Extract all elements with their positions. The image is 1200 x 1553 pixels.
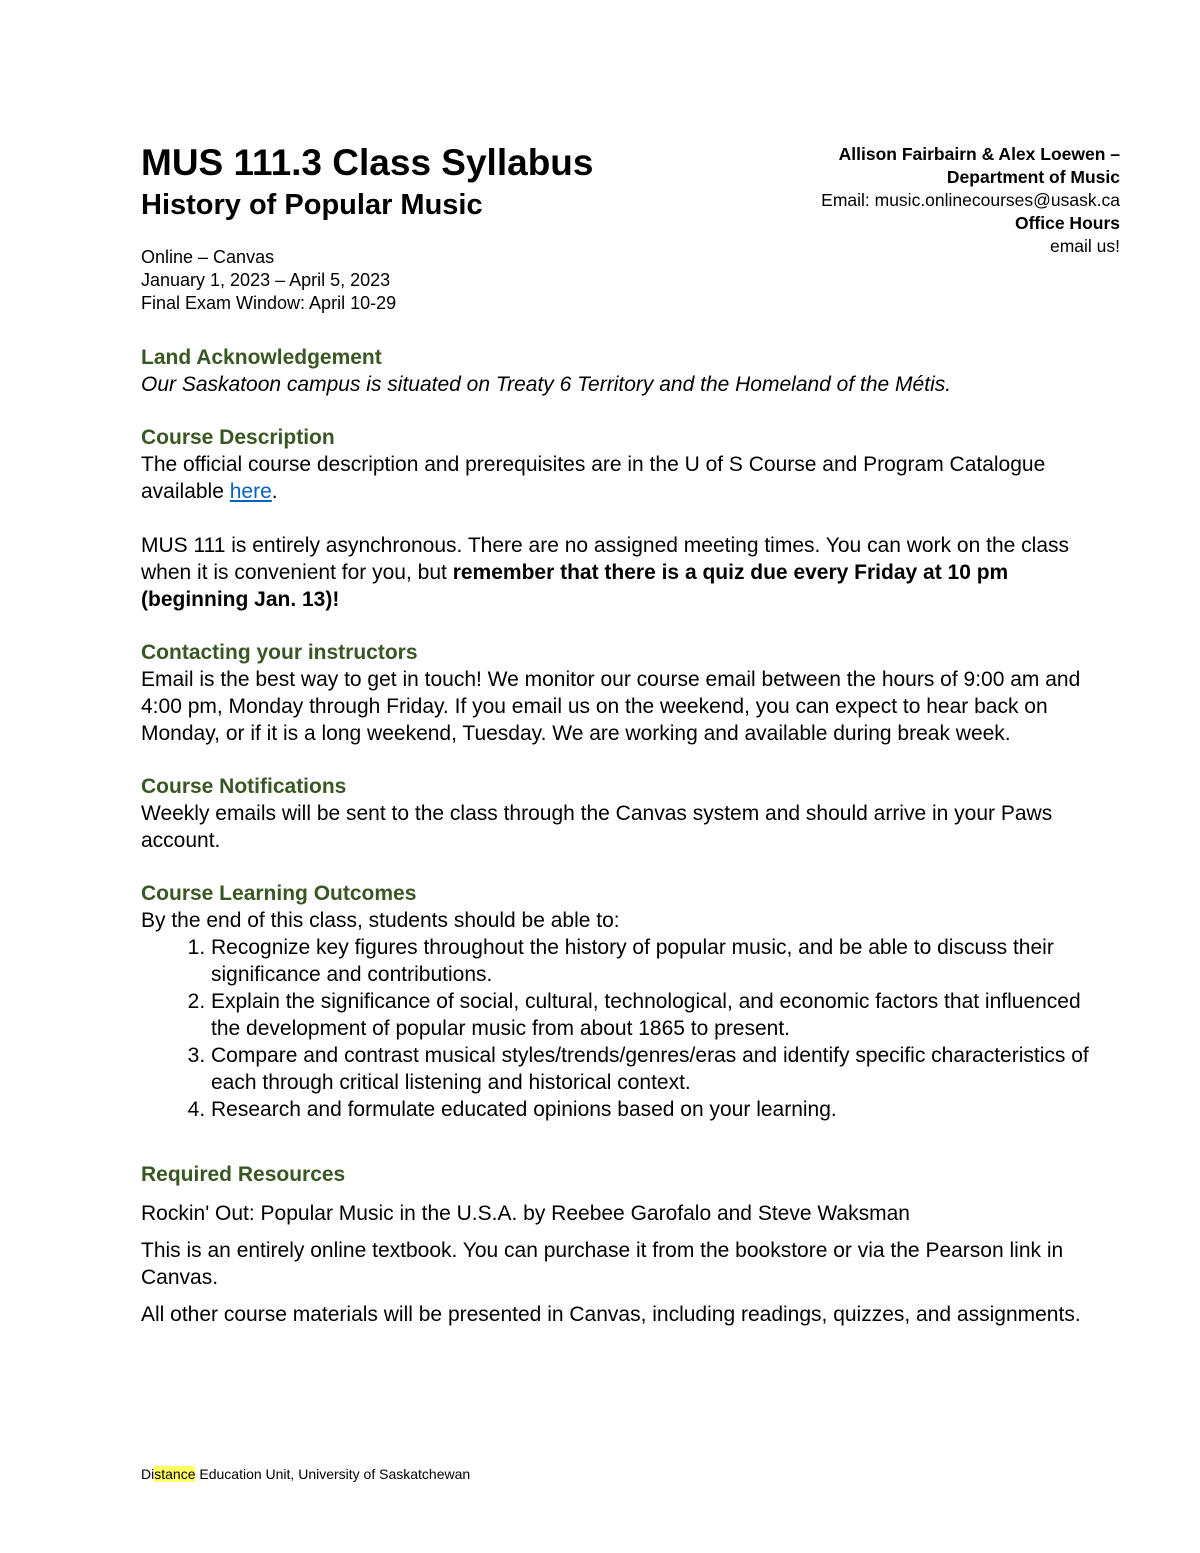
department-name: Department of Music [946, 167, 1120, 187]
description-text-post: . [271, 480, 278, 503]
outcomes-intro: By the end of this class, students should be able to: [141, 909, 620, 932]
office-hours-label: Office Hours [1014, 213, 1120, 233]
outcomes-heading: Course Learning Outcomes [141, 882, 417, 905]
notifications-section [141, 773, 1101, 854]
notifications-text: Weekly emails will be sent to the class through the Canvas system and should arrive in your Paws account. [141, 802, 1053, 852]
footer-highlight: stance [154, 1466, 196, 1482]
page-title: MUS 111.3 Class Syllabus [141, 142, 594, 183]
course-meta [141, 246, 396, 315]
footer-text-end: ducation Unit, University of Saskatchewan [208, 1466, 471, 1482]
syllabus-content [141, 344, 1101, 1338]
quiz-reminder: remember that there is a quiz due every Friday at 10 pm (beginning Jan. 13)! [141, 561, 1009, 611]
textbook-info: This is an entirely online textbook. You can purchase it from the bookstore or via the Pearson link in Canvas. [141, 1239, 1064, 1289]
list-item: 1. Recognize key figures throughout the history of popular music, and be able to discuss their significance and contributions. [211, 934, 1101, 988]
contact-block [821, 143, 1120, 258]
page-footer [141, 1465, 470, 1483]
footer-highlight-2: E [199, 1466, 209, 1482]
catalogue-link[interactable]: here [229, 480, 272, 503]
contacting-section [141, 639, 1101, 747]
textbook-title: Rockin' Out: Popular Music in the U.S.A. by Reebee Garofalo and Steve Waksman [141, 1202, 910, 1225]
list-item: 3. Compare and contrast musical styles/trends/genres/eras and identify specific characteristics of each through critical listening and historical context. [211, 1042, 1101, 1096]
list-item: 4. Research and formulate educated opinions based on your learning. [211, 1096, 1101, 1123]
course-description-section [141, 424, 1101, 613]
asynchronous-text [141, 532, 1101, 613]
description-text-pre: The official course description and prerequisites are in the U of S Course and Program Catalogue available [141, 453, 1046, 503]
resources-section [141, 1161, 1101, 1328]
list-item: 2. Explain the significance of social, cultural, technological, and economic factors that influenced the development of popular music from about 1865 to present. [211, 988, 1101, 1042]
land-acknowledgement-section [141, 344, 1101, 398]
contacting-heading: Contacting your instructors [141, 641, 418, 664]
delivery-mode: Online – Canvas [141, 247, 275, 267]
outcomes-list [141, 934, 1101, 1123]
land-acknowledgement-text: Our Saskatoon campus is situated on Treaty 6 Territory and the Homeland of the Métis. [141, 373, 952, 396]
notifications-heading: Course Notifications [141, 775, 347, 798]
resources-heading: Required Resources [141, 1163, 346, 1186]
contact-email: Email: music.onlinecourses@usask.ca [821, 190, 1120, 210]
other-materials: All other course materials will be presented in Canvas, including readings, quizzes, and assignments. [141, 1303, 1081, 1326]
page-subtitle: History of Popular Music [141, 189, 483, 221]
office-hours-value: email us! [1049, 236, 1120, 256]
instructor-names: Allison Fairbairn & Alex Loewen – [838, 144, 1120, 164]
outcomes-section [141, 880, 1101, 1123]
async-text: MUS 111 is entirely asynchronous. There are no assigned meeting times. You can work on the class when it is convenient for you, but [141, 534, 1069, 584]
contacting-text: Email is the best way to get in touch! We monitor our course email between the hours of 9:00 am and 4:00 pm, Monday through Friday. If you email us on the weekend, you can expect to hear back on Monday, or if it is a long weekend, Tuesday. We are working and available during break week. [141, 668, 1081, 745]
land-acknowledgement-heading: Land Acknowledgement [141, 346, 382, 369]
exam-window: Final Exam Window: April 10-29 [141, 293, 397, 313]
course-description-text [141, 451, 1101, 505]
course-description-heading: Course Description [141, 426, 335, 449]
footer-text-start: Di [141, 1466, 155, 1482]
course-dates: January 1, 2023 – April 5, 2023 [141, 270, 391, 290]
